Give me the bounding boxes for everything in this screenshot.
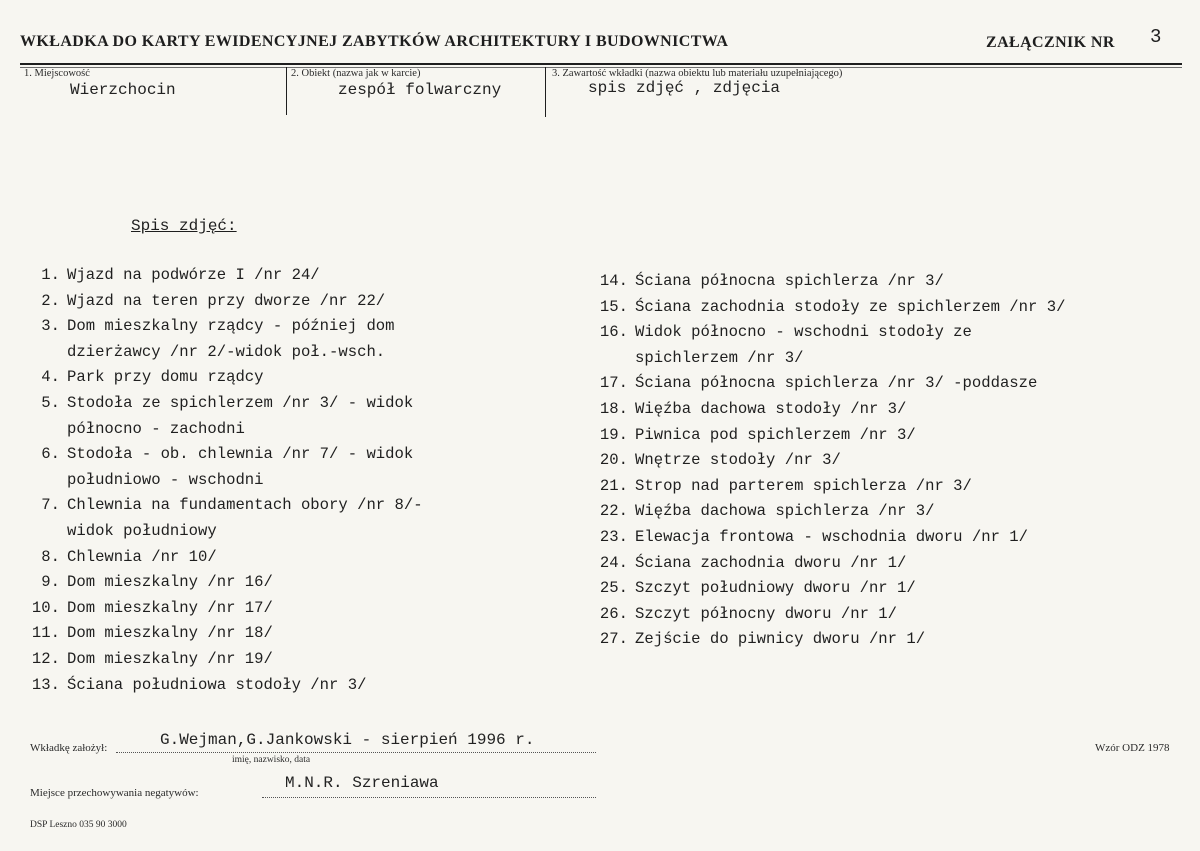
- location-value: Wierzchocin: [70, 81, 176, 99]
- photo-item-text: Ściana północna spichlerza /nr 3/ -poddasze: [635, 374, 1038, 393]
- photo-item-number: 2.: [41, 291, 60, 310]
- photo-item-number: 23.: [599, 527, 628, 546]
- photo-item-text: Dom mieszkalny /nr 16/: [67, 573, 273, 592]
- photo-item-number: 4.: [41, 368, 60, 387]
- storage-line: [262, 797, 596, 798]
- created-by-label: Wkładkę założył:: [30, 742, 108, 754]
- photo-item-text: Ściana zachodnia dworu /nr 1/: [635, 553, 907, 572]
- photo-item-text: Widok północno - wschodni stodoły ze: [635, 323, 972, 342]
- photo-item-text: Szczyt północny dworu /nr 1/: [635, 604, 898, 623]
- photo-item-number: 3.: [41, 317, 60, 336]
- photo-item-text: Strop nad parterem spichlerza /nr 3/: [635, 476, 972, 495]
- photo-list-heading: Spis zdjęć:: [131, 217, 237, 235]
- photo-item-text: północno - zachodni: [67, 419, 245, 438]
- photo-item-number: 27.: [599, 630, 628, 649]
- photo-item-number: 6.: [41, 445, 60, 464]
- photo-list-item: [0, 371, 1065, 397]
- photo-item-text: Ściana zachodnia stodoły ze spichlerzem /nr 3/: [635, 297, 1066, 316]
- object-label: 2. Obiekt (nazwa jak w karcie): [291, 68, 421, 79]
- photo-item-number: 24.: [599, 553, 628, 572]
- photo-list-item: [0, 499, 1065, 525]
- annex-number: 3: [1150, 26, 1162, 48]
- photo-item-number: 14.: [599, 272, 628, 290]
- photo-item-text: Szczyt południowy dworu /nr 1/: [635, 579, 916, 598]
- photo-item-text: Wjazd na teren przy dworze /nr 22/: [67, 291, 386, 310]
- printer-imprint: DSP Leszno 035 90 3000: [30, 820, 127, 830]
- photo-list-item: [0, 448, 1065, 474]
- photo-item-number: 22.: [599, 502, 628, 521]
- photo-list-item: [0, 576, 1065, 602]
- photo-item-text: Wjazd na podwórze I /nr 24/: [67, 266, 320, 284]
- photo-list-item: [0, 295, 1065, 321]
- field-divider: [286, 67, 287, 115]
- photo-item-number: 16.: [599, 323, 628, 342]
- header-rule: [20, 63, 1182, 65]
- photo-item-text: Ściana południowa stodoły /nr 3/: [67, 675, 367, 694]
- photo-item-number: 7.: [41, 496, 60, 515]
- photo-item-number: 15.: [599, 297, 628, 316]
- photo-item-text: spichlerzem /nr 3/: [635, 348, 804, 367]
- photo-list-item: [0, 320, 1065, 371]
- object-value: zespół folwarczny: [338, 81, 502, 99]
- photo-item-number: 11.: [31, 624, 60, 643]
- created-by-value: G.Wejman,G.Jankowski - sierpień 1996 r.: [160, 731, 535, 749]
- photo-item-number: 26.: [599, 604, 628, 623]
- form-template-id: Wzór ODZ 1978: [1095, 742, 1170, 754]
- storage-value: M.N.R. Szreniawa: [285, 774, 439, 792]
- photo-list-item: [0, 423, 1065, 449]
- photo-list-item: [0, 673, 423, 699]
- photo-item-text: Dom mieszkalny /nr 19/: [67, 649, 273, 668]
- photo-list-item: [0, 551, 1065, 577]
- photo-item-text: Elewacja frontowa - wschodnia dworu /nr 1/: [635, 527, 1029, 546]
- photo-item-text: Dom mieszkalny rządcy - później dom: [67, 317, 395, 336]
- photo-item-text: Stodoła - ob. chlewnia /nr 7/ - widok: [67, 445, 414, 464]
- photo-item-number: 21.: [599, 476, 628, 495]
- location-label: 1. Miejscowość: [24, 68, 90, 79]
- photo-list-item: [0, 627, 1065, 653]
- photo-item-text: Zejście do piwnicy dworu /nr 1/: [635, 630, 926, 649]
- photo-item-text: Chlewnia /nr 10/: [67, 547, 217, 566]
- photo-item-text: południowo - wschodni: [67, 470, 264, 489]
- photo-item-text: Stodoła ze spichlerzem /nr 3/ - widok: [67, 393, 414, 412]
- photo-item-text: Więźba dachowa spichlerza /nr 3/: [635, 502, 935, 521]
- created-by-sublabel: imię, nazwisko, data: [232, 755, 311, 765]
- photo-item-text: Chlewnia na fundamentach obory /nr 8/-: [67, 496, 423, 515]
- photo-item-text: Dom mieszkalny /nr 17/: [67, 598, 273, 617]
- photo-item-text: Więźba dachowa stodoły /nr 3/: [635, 399, 907, 418]
- photo-list-item: [0, 397, 1065, 423]
- photo-item-text: Wnętrze stodoły /nr 3/: [635, 451, 841, 470]
- photo-item-number: 10.: [31, 598, 60, 617]
- photo-item-text: widok południowy: [67, 521, 217, 540]
- form-title: WKŁADKA DO KARTY EWIDENCYJNEJ ZABYTKÓW ARCHITEKTURY I BUDOWNICTWA: [20, 33, 729, 50]
- photo-item-number: 9.: [41, 573, 60, 592]
- photo-item-text: Park przy domu rządcy: [67, 368, 264, 387]
- photo-item-number: 20.: [599, 451, 628, 470]
- photo-item-number: 25.: [599, 579, 628, 598]
- storage-label: Miejsce przechowywania negatywów:: [30, 787, 199, 799]
- photo-item-number: 18.: [599, 399, 628, 418]
- photo-list-item: [0, 602, 1065, 628]
- photo-item-number: 5.: [41, 393, 60, 412]
- photo-item-number: 13.: [31, 675, 60, 694]
- photo-item-number: 12.: [31, 649, 60, 668]
- content-label: 3. Zawartość wkładki (nazwa obiektu lub materiału uzupełniającego): [552, 68, 843, 79]
- field-divider: [545, 67, 546, 117]
- photo-item-number: 8.: [41, 547, 60, 566]
- photo-list-item: [0, 474, 1065, 500]
- created-by-line: [116, 752, 596, 753]
- photo-item-number: 17.: [599, 374, 628, 393]
- photo-list-right: [0, 269, 1065, 653]
- photo-list-item: [0, 269, 1065, 295]
- annex-label: ZAŁĄCZNIK NR: [986, 34, 1115, 51]
- content-value: spis zdjęć , zdjęcia: [588, 79, 781, 97]
- photo-item-text: Dom mieszkalny /nr 18/: [67, 624, 273, 643]
- photo-item-number: 19.: [599, 425, 628, 444]
- photo-item-text: Piwnica pod spichlerzem /nr 3/: [635, 425, 916, 444]
- photo-item-text: Ściana północna spichlerza /nr 3/: [635, 272, 944, 290]
- photo-list-item: [0, 525, 1065, 551]
- photo-item-number: 1.: [41, 266, 60, 284]
- photo-item-text: dzierżawcy /nr 2/-widok poł.-wsch.: [67, 342, 386, 361]
